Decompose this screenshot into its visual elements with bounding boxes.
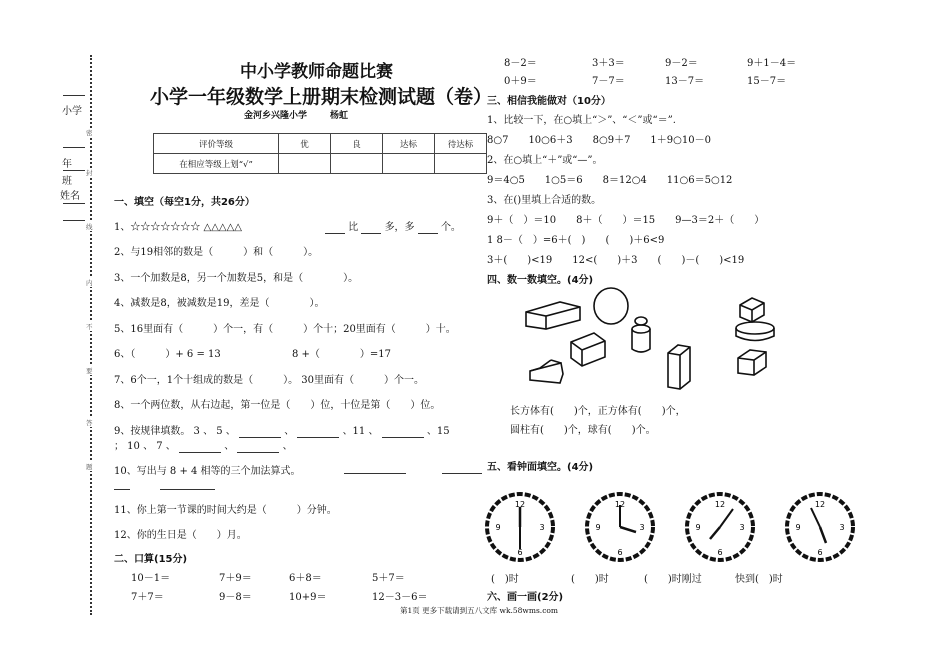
cuboid-leaning-icon: [530, 360, 563, 383]
grade-header-pass: 达标: [383, 134, 435, 154]
name-blank-2: [63, 220, 85, 221]
section2-title: 二、口算(15分): [114, 554, 188, 565]
school-label: 小学: [62, 106, 82, 117]
calc-2-2: 9－8＝: [219, 592, 252, 603]
s3-line2: 8○7 10○6＋3 8○9＋7 1＋9○10－0: [487, 135, 711, 146]
q3-text: 3、一个加数是8，另一个加数是5，和是（ ）。: [114, 273, 359, 284]
clock-3-icon: [687, 494, 753, 560]
svg-text:12: 12: [614, 500, 626, 509]
clock-4-icon: [787, 494, 853, 560]
page-footer: 第1页 更多下载请到五八文库 wk.58wms.com: [400, 606, 559, 615]
s4-line1: 长方体有( )个，正方体有( )个，: [510, 406, 686, 417]
section6-title: 六、画一画(2分): [487, 592, 564, 603]
grade-row-label: 在相应等级上划“√”: [154, 154, 279, 174]
q10-text: 10、写出与 8 + 4 相等的三个加法算式。: [114, 466, 301, 477]
q9-blank-5[interactable]: [237, 441, 279, 453]
calc-1-1: 10－1＝: [131, 573, 171, 584]
q6a-text: 6、（ ）+ 6 = 13: [114, 349, 221, 360]
svg-text:9: 9: [695, 523, 701, 532]
grade-header-level: 评价等级: [154, 134, 279, 154]
q8-text: 8、一个两位数，从右边起，第一位是（ ）位，十位是第（ ）位。: [114, 400, 441, 411]
q1-blanks: 比 多，多 个。: [325, 218, 461, 234]
s3-line4: 9＝4○5 1○5＝6 8＝12○4 11○6＝5○12: [487, 175, 733, 186]
q6b-text: 8 +（ ）=17: [292, 349, 392, 360]
grade-cell-good[interactable]: [331, 154, 383, 174]
calc-1-2: 7＋9＝: [219, 573, 252, 584]
grade-cell-pass[interactable]: [383, 154, 435, 174]
svg-text:12: 12: [814, 500, 826, 509]
calc-3-4: 9＋1－4＝: [747, 58, 797, 69]
q9-blank-4[interactable]: [179, 441, 221, 453]
grade-cell-below[interactable]: [435, 154, 487, 174]
q10-blank-3[interactable]: [160, 478, 215, 490]
sphere-icon: [594, 288, 628, 324]
svg-text:12: 12: [714, 500, 726, 509]
grading-table: [153, 133, 487, 174]
calc-4-2: 7－7＝: [592, 76, 625, 87]
grade-cell-excellent[interactable]: [279, 154, 331, 174]
q1-text: 1、☆☆☆☆☆☆☆ △△△△△: [114, 222, 242, 233]
svg-text:3: 3: [739, 523, 745, 532]
q7-text: 7、6个一，1个十组成的数是（ ）。 30里面有（ ）个一。: [114, 375, 424, 386]
school-blank[interactable]: [63, 95, 85, 96]
calc-1-3: 6＋8＝: [289, 573, 322, 584]
svg-text:9: 9: [795, 523, 801, 532]
svg-text:6: 6: [517, 548, 523, 557]
school-name: 金河乡兴隆小学: [244, 111, 308, 121]
s3-line8: 3＋( )<19 12<( )＋3 ( )－( )<19: [487, 255, 745, 266]
cylinder-tall-icon: [632, 317, 650, 352]
calc-4-1: 0＋9＝: [504, 76, 537, 87]
class-label: 班: [62, 176, 72, 187]
section3-title: 三、相信我能做对（10分）: [487, 96, 611, 107]
grade-header-excellent: 优: [279, 134, 331, 154]
grade-blank[interactable]: [63, 147, 85, 148]
seal-line: [90, 55, 92, 615]
section1-title: 一、填空（每空1分，共26分）: [114, 197, 255, 208]
q2-text: 2、与19相邻的数是（ ）和（ ）。: [114, 247, 319, 258]
calc-3-3: 9－2＝: [665, 58, 698, 69]
svg-text:3: 3: [539, 523, 545, 532]
cuboid-flat-icon: [526, 302, 580, 329]
exam-title: 小学一年级数学上册期末检测试题（卷）: [150, 86, 493, 108]
cube-small-icon: [738, 350, 766, 375]
calc-2-3: 10+9＝: [289, 592, 327, 603]
calc-2-4: 12－3－6＝: [372, 592, 428, 603]
q9-line1: 9、按规律填数。 3 、 5 、 、 、11 、 、15: [114, 426, 450, 437]
cuboid-tall-icon: [668, 345, 690, 389]
calc-4-3: 13－7＝: [665, 76, 705, 87]
clock-2-icon: [587, 494, 653, 560]
s3-line1: 1、比较一下，在○填上“＞”、“＜”或“＝”.: [487, 115, 676, 126]
class-blank[interactable]: [63, 170, 85, 171]
svg-text:6: 6: [817, 548, 823, 557]
svg-text:9: 9: [495, 523, 501, 532]
calc-2-1: 7＋7＝: [131, 592, 164, 603]
svg-text:3: 3: [639, 523, 645, 532]
calc-1-4: 5＋7＝: [372, 573, 405, 584]
svg-text:12: 12: [514, 500, 526, 509]
s3-line6: 9＋（ ）＝10 8＋（ ）＝15 9—3＝2＋（ ）: [487, 215, 765, 226]
q4-text: 4、减数是8，被减数是19，差是（ ）。: [114, 298, 325, 309]
cube-top-icon: [740, 298, 764, 322]
name-label: 姓名: [60, 191, 80, 202]
clock-2-label: ( )时: [571, 574, 609, 585]
svg-text:6: 6: [617, 548, 623, 557]
svg-text:9: 9: [595, 523, 601, 532]
q1-blank-2[interactable]: [361, 222, 381, 234]
contest-title: 中小学教师命题比赛: [240, 62, 393, 82]
s4-line2: 圆柱有( )个，球有( )个。: [510, 425, 656, 436]
svg-text:3: 3: [839, 523, 845, 532]
clock-4-label: 快到( )时: [735, 574, 783, 585]
q1-blank-1[interactable]: [325, 222, 345, 234]
clock-3-label: ( )时刚过: [644, 574, 702, 585]
s3-line5: 3、在()里填上合适的数。: [487, 195, 602, 206]
section5-title: 五、看钟面填空。(4分): [487, 462, 594, 473]
q9-blank-3[interactable]: [382, 426, 424, 438]
calc-4-4: 15－7＝: [747, 76, 787, 87]
q10-blank-2b[interactable]: [114, 478, 130, 490]
name-blank[interactable]: [63, 203, 85, 204]
q5-text: 5、16里面有（ ）个一，有（ ）个十；20里面有（ ）十。: [114, 324, 456, 335]
shapes-figure: [510, 285, 780, 395]
q9-blank-2[interactable]: [297, 426, 339, 438]
clock-1-icon: [487, 494, 553, 560]
clocks-figure: [480, 490, 860, 570]
cube-tilted-icon: [571, 333, 605, 366]
grade-header-good: 良: [331, 134, 383, 154]
calc-3-2: 3＋3＝: [592, 58, 625, 69]
q11-text: 11、你上第一节课的时间大约是（ ）分钟。: [114, 505, 337, 516]
q10-blank-2[interactable]: [442, 462, 482, 474]
section4-title: 四、数一数填空。(4分): [487, 275, 594, 286]
grade-header-below: 待达标: [435, 134, 487, 154]
teacher-name: 杨虹: [330, 111, 349, 121]
clock-1-label: ( )时: [491, 574, 519, 585]
q9-line2: ； 10 、 7 、 、 、: [114, 441, 293, 452]
cylinder-flat-icon: [736, 322, 774, 341]
q10-blank-1[interactable]: [344, 462, 406, 474]
s3-line7: 1 8－（ ）=6＋( ) ( )＋6<9: [487, 235, 665, 246]
svg-text:6: 6: [717, 548, 723, 557]
grade-label: 年: [62, 159, 72, 170]
q1-blank-3[interactable]: [418, 222, 438, 234]
s3-line3: 2、在○填上“＋”或“—”。: [487, 155, 603, 166]
calc-3-1: 8－2＝: [504, 58, 537, 69]
q12-text: 12、你的生日是（ ）月。: [114, 530, 247, 541]
